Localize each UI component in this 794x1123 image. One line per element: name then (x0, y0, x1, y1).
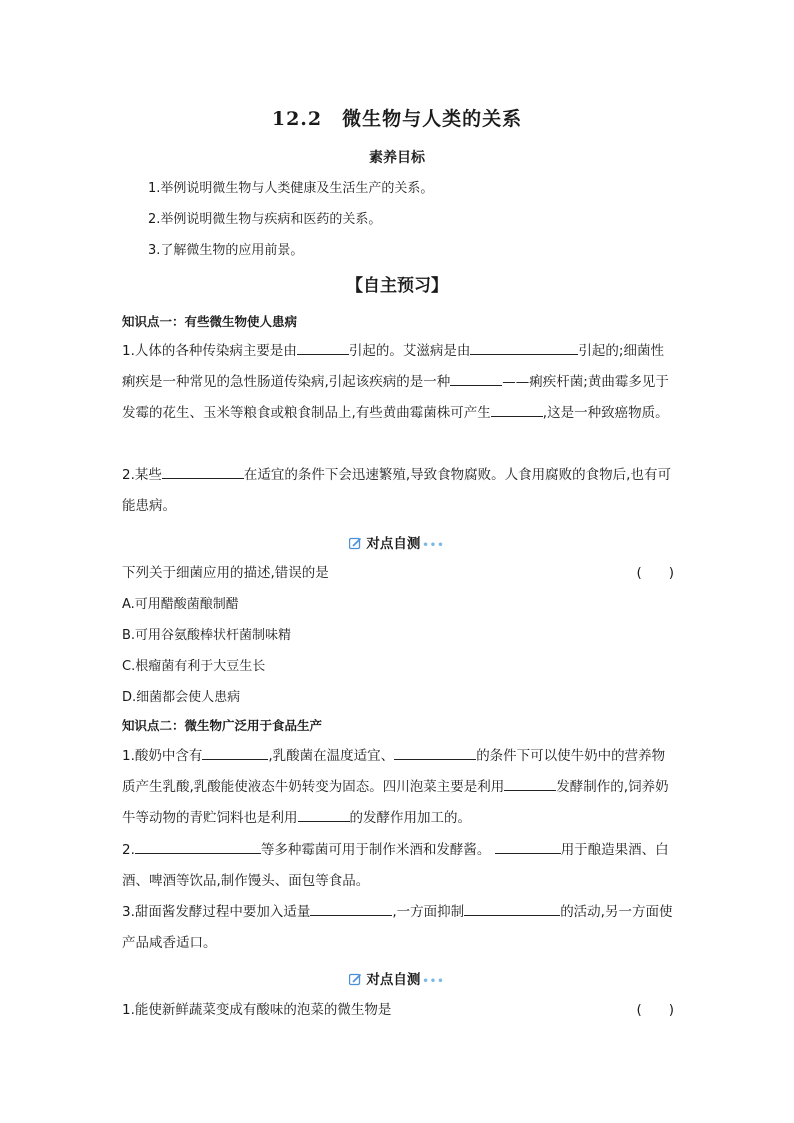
decorative-dots: ••• (422, 976, 445, 987)
knowledge-point-heading: 知识点二：微生物广泛用于食品生产 (122, 718, 323, 733)
answer-blank[interactable] (297, 340, 349, 355)
quiz-option: A.可用醋酸菌酿制醋 (122, 597, 239, 612)
objective-item: 1.举例说明微生物与人类健康及生活生产的关系。 (148, 181, 434, 196)
objective-item: 3.了解微生物的应用前景。 (148, 243, 304, 258)
paragraph-kp1-item1: 1.人体的各种传染病主要是由 引起的。艾滋病是由 引起的;细菌性痢疾是一种常见的急性肠道传染病,引起该疾病的是一种 ——痢疾杆菌;黄曲霉多见于发霉的花生、玉米等粮食或粮食制品上,有些黄曲霉菌株可产生 ,这是一种致癌物质。 (122, 336, 674, 429)
self-check-heading: 对点自测 ••• (0, 968, 794, 988)
quiz-option: B.可用谷氨酸棒状杆菌制味精 (122, 628, 292, 643)
answer-blank[interactable] (394, 745, 476, 760)
answer-parentheses[interactable]: ( ) (636, 1002, 674, 1018)
quiz-option: C.根瘤菌有利于大豆生长 (122, 659, 266, 674)
self-check-heading: 对点自测 ••• (0, 532, 794, 552)
answer-blank[interactable] (162, 464, 244, 479)
paragraph-kp2-item1: 1.酸奶中含有 ,乳酸菌在温度适宜、 的条件下可以使牛奶中的营养物质产生乳酸,乳酸能使液态牛奶转变为固态。四川泡菜主要是利用 发酵制作的,饲养奶牛等动物的青贮饲料也是利用 的发酵作用加工的。 (122, 741, 674, 834)
quiz-question: 下列关于细菌应用的描述,错误的是 ( ) (122, 561, 674, 581)
answer-blank[interactable] (310, 901, 392, 916)
pencil-note-icon (349, 537, 362, 550)
objectives-heading: 素养目标 (369, 150, 425, 166)
answer-blank[interactable] (135, 839, 261, 854)
answer-blank[interactable] (202, 745, 268, 760)
answer-parentheses[interactable]: ( ) (636, 565, 674, 581)
decorative-dots: ••• (422, 540, 445, 551)
paragraph-kp2-item2: 2. 等多种霉菌可用于制作米酒和发酵酱。 用于酿造果酒、白酒、啤酒等饮品,制作馒头、面包等食品。 (122, 835, 674, 897)
page-title: 12.2 微生物与人类的关系 (271, 108, 523, 130)
answer-blank[interactable] (450, 371, 502, 386)
pencil-note-icon (349, 973, 362, 986)
quiz-question: 1.能使新鲜蔬菜变成有酸味的泡菜的微生物是 ( ) (122, 998, 674, 1018)
answer-blank[interactable] (470, 340, 578, 355)
answer-blank[interactable] (298, 807, 350, 822)
objective-item: 2.举例说明微生物与疾病和医药的关系。 (148, 212, 382, 227)
quiz-option: D.细菌都会使人患病 (122, 690, 241, 705)
answer-blank[interactable] (464, 901, 560, 916)
knowledge-point-heading: 知识点一：有些微生物使人患病 (122, 314, 298, 329)
paragraph-kp1-item2: 2.某些 在适宜的条件下会迅速繁殖,导致食物腐败。人食用腐败的食物后,也有可能患病。 (122, 460, 674, 522)
section-heading: 【自主预习】 (346, 276, 448, 296)
answer-blank[interactable] (495, 839, 561, 854)
paragraph-kp2-item3: 3.甜面酱发酵过程中要加入适量 ,一方面抑制 的活动,另一方面使产品咸香适口。 (122, 897, 674, 959)
answer-blank[interactable] (491, 402, 543, 417)
answer-blank[interactable] (504, 776, 556, 791)
